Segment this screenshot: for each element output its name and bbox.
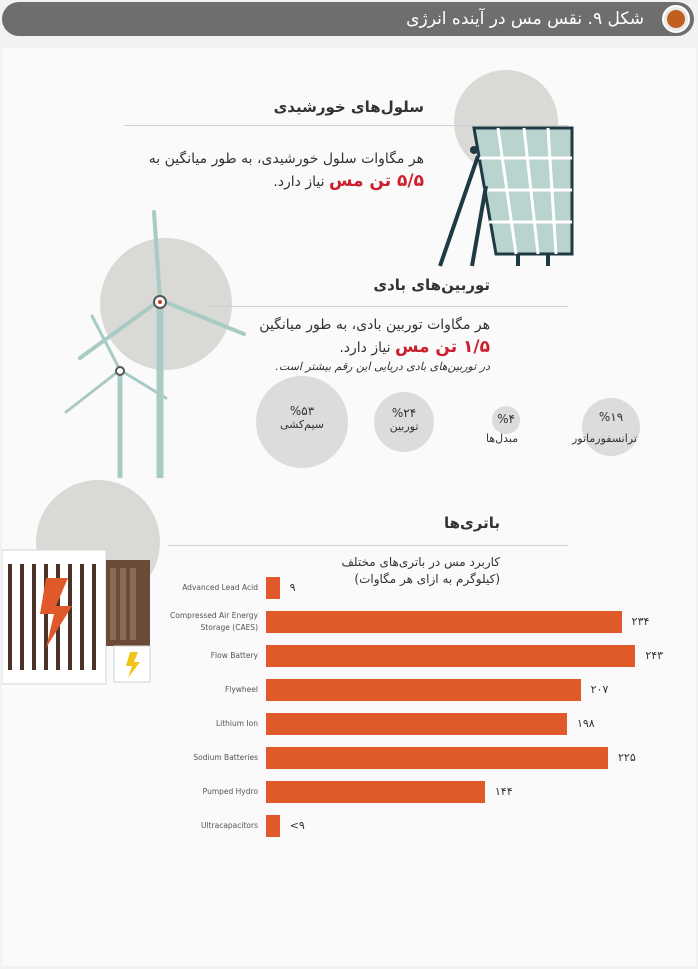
stat-converters-pct: %۴ [497, 412, 515, 426]
bar-category-label: Flow Battery [210, 651, 258, 660]
bar [266, 815, 280, 837]
stat-wiring-pct: %۵۳ [289, 404, 315, 418]
bar-value-label: <۹ [289, 819, 305, 832]
battery-copper-chart [2, 48, 696, 966]
bar-value-label: ۲۳۴ [631, 615, 650, 628]
circle-bullet-icon [662, 5, 690, 33]
bar-category-label: Ultracapacitors [201, 821, 258, 830]
solar-text-line2-rest: نیاز دارد. [273, 174, 325, 190]
bar [266, 645, 635, 667]
bar-category-label: Pumped Hydro [202, 787, 258, 796]
stat-converters-label: مبدل‌ها [486, 432, 519, 445]
wind-text-line2-rest: نیاز دارد. [339, 340, 391, 356]
bar-category-label: Compressed Air Energy Storage (CAES) [170, 611, 258, 632]
bar-value-label: ۲۰۷ [590, 683, 609, 696]
bar-value-label: ۹ [289, 581, 296, 594]
wind-section-title: توربین‌های بادی [373, 276, 490, 294]
bar [266, 679, 581, 701]
stat-wiring-label: سیم‌کشی [279, 418, 325, 431]
solar-copper-amount: ۵/۵ تن مس [328, 171, 424, 191]
bar [266, 747, 608, 769]
stat-turbine-pct: %۲۴ [391, 406, 417, 420]
bar [266, 611, 622, 633]
bar [266, 781, 485, 803]
figure-title: شکل ۹. نقس مس در آینده انرژی [406, 9, 644, 29]
bar-value-label: ۱۹۸ [576, 717, 595, 730]
bar-category-label: Lithium Ion [215, 719, 258, 728]
bar-category-label: Sodium Batteries [193, 753, 258, 762]
batteries-section-title: باتری‌ها [443, 514, 500, 532]
battery-chart-title-line1: کاربرد مس در باتری‌های مختلف [341, 555, 500, 569]
bar-value-label: ۲۴۳ [645, 649, 664, 662]
bar [266, 577, 280, 599]
figure-header [2, 2, 694, 36]
stat-transformer-pct: %۱۹ [598, 410, 624, 424]
infographic-card [2, 48, 696, 966]
solar-section-title: سلول‌های خورشیدی [273, 98, 424, 116]
bar-category-label: Advanced Lead Acid [182, 583, 258, 592]
offshore-note: در توربین‌های بادی دریایی این رقم بیشتر است. [275, 360, 490, 373]
stat-turbine-label: توربین [389, 420, 419, 433]
wind-copper-amount: ۱/۵ تن مس [394, 337, 490, 357]
stat-transformer-label: ترانسفورماتور [572, 432, 637, 445]
bar [266, 713, 567, 735]
bar-category-label: Flywheel [224, 685, 258, 694]
wind-text-line1: هر مگاوات توربین بادی، به طور میانگین [259, 317, 490, 333]
bar-value-label: ۱۴۴ [494, 785, 513, 798]
solar-text-line1: هر مگاوات سلول خورشیدی، به طور میانگین به [148, 151, 424, 167]
bar-value-label: ۲۲۵ [618, 751, 636, 764]
battery-chart-title-line2: (کیلوگرم به ازای هر مگاوات) [354, 572, 500, 586]
